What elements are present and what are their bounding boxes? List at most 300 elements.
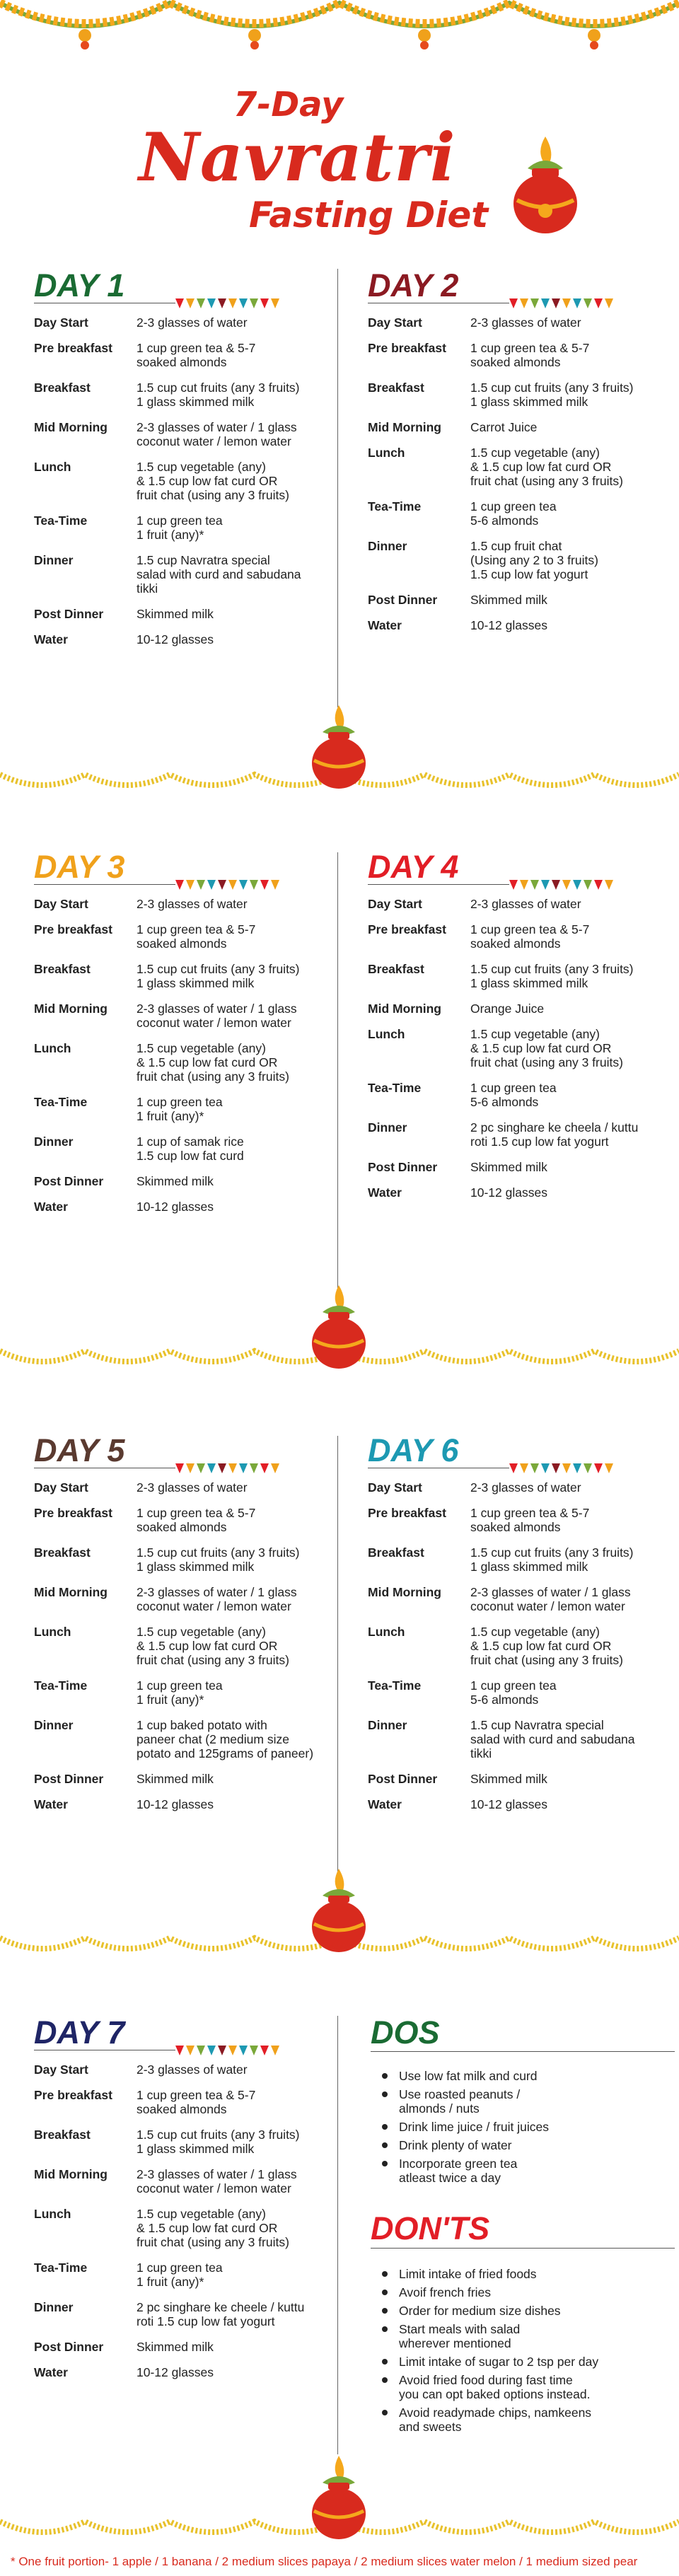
bunting-flag [562,1463,571,1473]
meal-label: Tea-Time [368,1678,422,1693]
meal-table [34,2062,359,2379]
meal-row [34,2300,359,2328]
meal-row [34,1174,359,1188]
bunting-flag [530,1463,539,1473]
meal-label: Lunch [368,1625,405,1639]
meal-row [368,1002,679,1016]
meal-label: Breakfast [34,381,91,395]
meal-label: Day Start [368,897,422,911]
bunting-flag [573,1463,581,1473]
meal-value: 10-12 glasses [137,1200,214,1214]
meal-label: Mid Morning [368,1585,442,1599]
meal-label: Mid Morning [34,1585,108,1599]
meal-value: Skimmed milk [470,1772,547,1786]
donts-list [373,2267,671,2438]
meal-value: 2 pc singhare ke cheele / kuttu roti 1.5 cup low fat yogurt [137,2300,305,2328]
meal-row [368,1185,679,1200]
meal-value: 2-3 glasses of water [470,897,581,911]
title-line-3: Fasting Diet [249,195,489,236]
dos-rule [371,2051,675,2052]
meal-value: 1 cup green tea & 5-7 soaked almonds [470,1506,590,1534]
bunting-flags [509,878,615,893]
bunting-flag [584,1463,592,1473]
meal-label: Tea-Time [34,1095,88,1109]
title-block [0,78,679,240]
meal-value: 1 cup green tea & 5-7 soaked almonds [470,341,590,369]
meal-label: Pre breakfast [34,341,112,355]
dos-item: Use low fat milk and curd [373,2069,671,2083]
meal-row [368,1506,679,1534]
meal-label: Tea-Time [368,499,422,514]
bunting-flag [594,298,603,308]
dos-list [373,2069,671,2189]
meal-value: 2-3 glasses of water [137,315,248,330]
meal-value: 1 cup green tea 5-6 almonds [470,499,557,528]
day-6-section [368,1432,679,1823]
meal-value: 1 cup green tea & 5-7 soaked almonds [137,2088,256,2116]
bunting-flag [218,880,226,890]
meal-label: Day Start [34,2062,88,2077]
day-5-section [34,1432,359,1823]
meal-value: 1.5 cup cut fruits (any 3 fruits) 1 glass skimmed milk [470,1545,634,1574]
meal-row [368,1625,679,1667]
meal-value: 2-3 glasses of water / 1 glass coconut water / lemon water [470,1585,631,1613]
meal-label: Post Dinner [34,2340,104,2354]
meal-row [34,897,359,911]
bunting-flag [260,298,269,308]
bunting-flag [175,1463,184,1473]
meal-label: Breakfast [368,381,424,395]
meal-label: Lunch [368,1027,405,1041]
top-garland [0,0,679,57]
meal-row [34,1585,359,1613]
meal-value: 1.5 cup cut fruits (any 3 fruits) 1 glass skimmed milk [137,381,300,409]
bunting-flag [250,1463,258,1473]
meal-label: Breakfast [34,1545,91,1560]
meal-value: Skimmed milk [137,1772,214,1786]
bunting-flag [207,298,216,308]
meal-row [368,341,679,369]
meal-table [368,315,679,632]
bunting-flag [520,880,528,890]
meal-label: Day Start [34,1480,88,1495]
meal-label: Post Dinner [368,1160,438,1174]
day-header [34,1432,359,1475]
bunting-flags [175,297,282,311]
kalash-icon [307,1867,371,1955]
meal-label: Mid Morning [34,2167,108,2181]
meal-value: 1 cup green tea & 5-7 soaked almonds [137,341,256,369]
bunting-flag [573,298,581,308]
meal-value: 1.5 cup Navratra special salad with curd and sabudana tikki [137,553,301,596]
meal-row [368,1160,679,1174]
meal-label: Post Dinner [368,593,438,607]
meal-row [34,460,359,502]
dos-item: Drink lime juice / fruit juices [373,2120,671,2134]
day-1-section [34,267,359,658]
meal-row [34,1095,359,1123]
bunting-flag [239,2046,248,2055]
bunting-flag [186,2046,195,2055]
bunting-flag [228,298,237,308]
day-title: DAY 1 [34,267,125,303]
bunting-flag [228,2046,237,2055]
meal-value: 1 cup of samak rice 1.5 cup low fat curd [137,1135,244,1163]
meal-value: 10-12 glasses [137,632,214,646]
meal-value: Skimmed milk [470,1160,547,1174]
meal-value: 1 cup green tea & 5-7 soaked almonds [470,922,590,951]
bunting-flag [573,880,581,890]
meal-value: 2-3 glasses of water [137,897,248,911]
meal-label: Pre breakfast [368,341,446,355]
meal-row [34,341,359,369]
meal-row [368,1081,679,1109]
bunting-flag [520,298,528,308]
meal-value: 2-3 glasses of water / 1 glass coconut water / lemon water [137,1585,297,1613]
donts-item: Avoid readymade chips, namkeens and sweets [373,2406,671,2434]
meal-row [34,2128,359,2156]
bunting-flag [186,298,195,308]
bunting-flag [271,2046,279,2055]
bunting-flag [271,1463,279,1473]
meal-value: 10-12 glasses [470,1185,547,1200]
donts-item: Limit intake of sugar to 2 tsp per day [373,2355,671,2369]
donts-rule [371,2248,675,2249]
meal-label: Water [34,1200,68,1214]
bunting-flag [552,298,560,308]
bunting-flag [552,880,560,890]
meal-label: Water [34,632,68,646]
bunting-flag [218,298,226,308]
bunting-flag [175,880,184,890]
meal-row [34,2167,359,2195]
meal-table [368,1480,679,1811]
meal-row [34,1135,359,1163]
bunting-flag [197,880,205,890]
day-header [34,267,359,310]
meal-row [368,539,679,581]
meal-row [34,607,359,621]
day-header [34,849,359,891]
meal-table [34,897,359,1214]
meal-row [368,1027,679,1069]
meal-value: 1 cup green tea 1 fruit (any)* [137,2261,223,2289]
meal-row [34,632,359,646]
day-title: DAY 4 [368,849,459,885]
donts-item: Order for medium size dishes [373,2304,671,2318]
meal-row [368,315,679,330]
meal-row [368,618,679,632]
bunting-flag [552,1463,560,1473]
bunting-flag [207,880,216,890]
bunting-flag [605,298,613,308]
meal-row [34,1480,359,1495]
donts-item: Limit intake of fried foods [373,2267,671,2281]
meal-value: 1.5 cup vegetable (any) & 1.5 cup low fat curd OR fruit chat (using any 3 fruits) [470,1625,623,1667]
bunting-flag [250,2046,258,2055]
meal-label: Water [368,1185,402,1200]
meal-row [368,499,679,528]
meal-row [368,381,679,409]
meal-table [368,897,679,1200]
meal-row [34,1718,359,1760]
meal-row [34,514,359,542]
dos-item: Incorporate green tea atleast twice a day [373,2157,671,2185]
meal-value: 1.5 cup vegetable (any) & 1.5 cup low fat curd OR fruit chat (using any 3 fruits) [137,1625,289,1667]
meal-value: 1.5 cup vegetable (any) & 1.5 cup low fat curd OR fruit chat (using any 3 fruits) [137,2207,289,2249]
bunting-flag [239,1463,248,1473]
meal-value: 1.5 cup vegetable (any) & 1.5 cup low fat curd OR fruit chat (using any 3 fruits) [137,1041,289,1084]
bunting-flag [175,2046,184,2055]
donts-title: DON'TS [371,2210,490,2246]
day-rule [368,884,509,885]
meal-value: 1 cup green tea & 5-7 soaked almonds [137,922,256,951]
meal-row [34,1200,359,1214]
meal-value: Skimmed milk [470,593,547,607]
meal-label: Dinner [34,2300,74,2314]
bunting-flag [207,1463,216,1473]
kalash-icon [307,704,371,791]
meal-row [34,1002,359,1030]
day-title: DAY 2 [368,267,459,303]
meal-label: Breakfast [368,1545,424,1560]
meal-label: Tea-Time [368,1081,422,1095]
meal-value: 2-3 glasses of water / 1 glass coconut water / lemon water [137,420,297,448]
meal-row [34,420,359,448]
meal-row [368,1585,679,1613]
meal-label: Dinner [34,1135,74,1149]
meal-value: 1 cup green tea 5-6 almonds [470,1678,557,1707]
day-header [34,2014,359,2057]
meal-row [34,1545,359,1574]
meal-value: 2-3 glasses of water [137,2062,248,2077]
meal-value: 10-12 glasses [137,1797,214,1811]
meal-label: Pre breakfast [34,1506,112,1520]
meal-value: 1 cup green tea & 5-7 soaked almonds [137,1506,256,1534]
meal-label: Mid Morning [368,1002,442,1016]
meal-row [368,1678,679,1707]
bunting-flag [207,2046,216,2055]
meal-value: 1.5 cup cut fruits (any 3 fruits) 1 glass skimmed milk [137,962,300,990]
bunting-flag [541,298,550,308]
meal-table [34,1480,359,1811]
meal-row [368,1772,679,1786]
title-line-2: Navratri [139,119,456,197]
meal-row [34,1041,359,1084]
meal-value: 10-12 glasses [470,618,547,632]
dos-item: Use roasted peanuts / almonds / nuts [373,2087,671,2116]
dos-item: Drink plenty of water [373,2138,671,2152]
meal-label: Day Start [34,315,88,330]
meal-row [34,1797,359,1811]
meal-label: Lunch [34,1041,71,1055]
day-3-section [34,849,359,1225]
day-title: DAY 3 [34,849,125,885]
bunting-flags [175,878,282,893]
meal-row [34,2062,359,2077]
bunting-flag [594,1463,603,1473]
meal-row [34,1772,359,1786]
meal-label: Pre breakfast [368,1506,446,1520]
meal-label: Mid Morning [34,1002,108,1016]
meal-row [34,2365,359,2379]
bunting-flag [562,298,571,308]
bunting-flags [509,297,615,311]
meal-label: Day Start [34,897,88,911]
meal-label: Day Start [368,315,422,330]
bunting-flag [562,880,571,890]
meal-table [34,315,359,646]
meal-row [34,1678,359,1707]
day-title: DAY 5 [34,1432,125,1468]
meal-row [368,446,679,488]
meal-row [368,420,679,434]
day-rule [34,884,175,885]
meal-label: Post Dinner [34,607,104,621]
bunting-flag [509,880,518,890]
meal-value: 2-3 glasses of water [470,1480,581,1495]
bunting-flag [605,1463,613,1473]
meal-label: Breakfast [34,962,91,976]
meal-row [34,553,359,596]
meal-value: 1 cup green tea 1 fruit (any)* [137,1095,223,1123]
footnote: * One fruit portion- 1 apple / 1 banana / 2 medium slices papaya / 2 medium slices water melon / 1 medium sized pear [11,2555,638,2568]
dos-title: DOS [371,2014,440,2050]
meal-row [34,1506,359,1534]
bunting-flag [218,2046,226,2055]
bunting-flag [530,880,539,890]
meal-value: 1.5 cup vegetable (any) & 1.5 cup low fat curd OR fruit chat (using any 3 fruits) [470,1027,623,1069]
meal-label: Tea-Time [34,514,88,528]
bunting-flag [197,298,205,308]
meal-row [34,315,359,330]
bunting-flag [260,1463,269,1473]
meal-row [368,1545,679,1574]
meal-label: Tea-Time [34,2261,88,2275]
meal-row [368,962,679,990]
donts-item: Avoid fried food during fast time you can opt baked options instead. [373,2373,671,2401]
bunting-flag [186,880,195,890]
bunting-flag [541,1463,550,1473]
bunting-flag [186,1463,195,1473]
meal-value: 1.5 cup cut fruits (any 3 fruits) 1 glass skimmed milk [137,2128,300,2156]
title-line-1: 7-Day [233,85,344,124]
meal-value: 10-12 glasses [470,1797,547,1811]
meal-row [368,1718,679,1760]
meal-value: Skimmed milk [137,2340,214,2354]
kalash-icon [307,1284,371,1371]
meal-value: 2-3 glasses of water / 1 glass coconut water / lemon water [137,2167,297,2195]
bunting-flag [175,298,184,308]
meal-row [34,922,359,951]
meal-value: 1 cup green tea 1 fruit (any)* [137,514,223,542]
day-header [368,849,679,891]
meal-label: Dinner [368,539,407,553]
meal-value: Skimmed milk [137,1174,214,1188]
meal-label: Tea-Time [34,1678,88,1693]
meal-label: Mid Morning [368,420,442,434]
donts-item: Start meals with salad wherever mentioned [373,2322,671,2350]
bunting-flag [594,880,603,890]
meal-value: 1.5 cup cut fruits (any 3 fruits) 1 glass skimmed milk [137,1545,300,1574]
meal-label: Pre breakfast [34,922,112,936]
meal-label: Dinner [368,1120,407,1135]
bunting-flag [260,880,269,890]
meal-label: Water [368,618,402,632]
bunting-flag [509,1463,518,1473]
meal-label: Pre breakfast [34,2088,112,2102]
meal-value: 2-3 glasses of water / 1 glass coconut water / lemon water [137,1002,297,1030]
bunting-flag [520,1463,528,1473]
meal-label: Water [34,2365,68,2379]
bunting-flag [239,298,248,308]
meal-value: 10-12 glasses [137,2365,214,2379]
meal-row [34,2088,359,2116]
meal-row [34,381,359,409]
day-title: DAY 6 [368,1432,459,1468]
meal-value: 1.5 cup vegetable (any) & 1.5 cup low fat curd OR fruit chat (using any 3 fruits) [470,446,623,488]
bunting-flags [175,1462,282,1476]
meal-row [368,1480,679,1495]
meal-label: Water [368,1797,402,1811]
bunting-flag [197,2046,205,2055]
kalash-icon [506,133,584,239]
meal-label: Day Start [368,1480,422,1495]
meal-value: 1.5 cup Navratra special salad with curd and sabudana tikki [470,1718,635,1760]
meal-row [34,2261,359,2289]
meal-label: Pre breakfast [368,922,446,936]
bunting-flag [541,880,550,890]
meal-row [368,1120,679,1149]
meal-value: Skimmed milk [137,607,214,621]
meal-row [368,593,679,607]
meal-value: 1 cup baked potato with paneer chat (2 medium size potato and 125grams of paneer) [137,1718,314,1760]
bunting-flag [584,298,592,308]
meal-label: Lunch [34,460,71,474]
bunting-flag [530,298,539,308]
meal-label: Post Dinner [34,1772,104,1786]
bunting-flag [271,880,279,890]
day-2-section [368,267,679,644]
bunting-flag [605,880,613,890]
meal-row [368,1797,679,1811]
meal-label: Breakfast [368,962,424,976]
meal-label: Post Dinner [34,1174,104,1188]
donts-item: Avoif french fries [373,2285,671,2299]
bunting-flag [239,880,248,890]
meal-label: Dinner [34,553,74,567]
meal-row [34,2207,359,2249]
meal-value: 1.5 cup cut fruits (any 3 fruits) 1 glass skimmed milk [470,381,634,409]
bunting-flag [228,1463,237,1473]
meal-row [34,1625,359,1667]
meal-value: 2 pc singhare ke cheela / kuttu roti 1.5 cup low fat yogurt [470,1120,639,1149]
bunting-flag [260,2046,269,2055]
meal-value: 1 cup green tea 1 fruit (any)* [137,1678,223,1707]
meal-label: Dinner [34,1718,74,1732]
kalash-icon [307,2454,371,2542]
meal-label: Dinner [368,1718,407,1732]
meal-value: 1.5 cup vegetable (any) & 1.5 cup low fat curd OR fruit chat (using any 3 fruits) [137,460,289,502]
bunting-flag [228,880,237,890]
bunting-flags [175,2044,282,2058]
meal-value: 1.5 cup fruit chat (Using any 2 to 3 fruits) 1.5 cup low fat yogurt [470,539,598,581]
meal-row [368,922,679,951]
meal-value: 1.5 cup cut fruits (any 3 fruits) 1 glass skimmed milk [470,962,634,990]
meal-value: Carrot Juice [470,420,538,434]
meal-label: Breakfast [34,2128,91,2142]
bunting-flag [218,1463,226,1473]
